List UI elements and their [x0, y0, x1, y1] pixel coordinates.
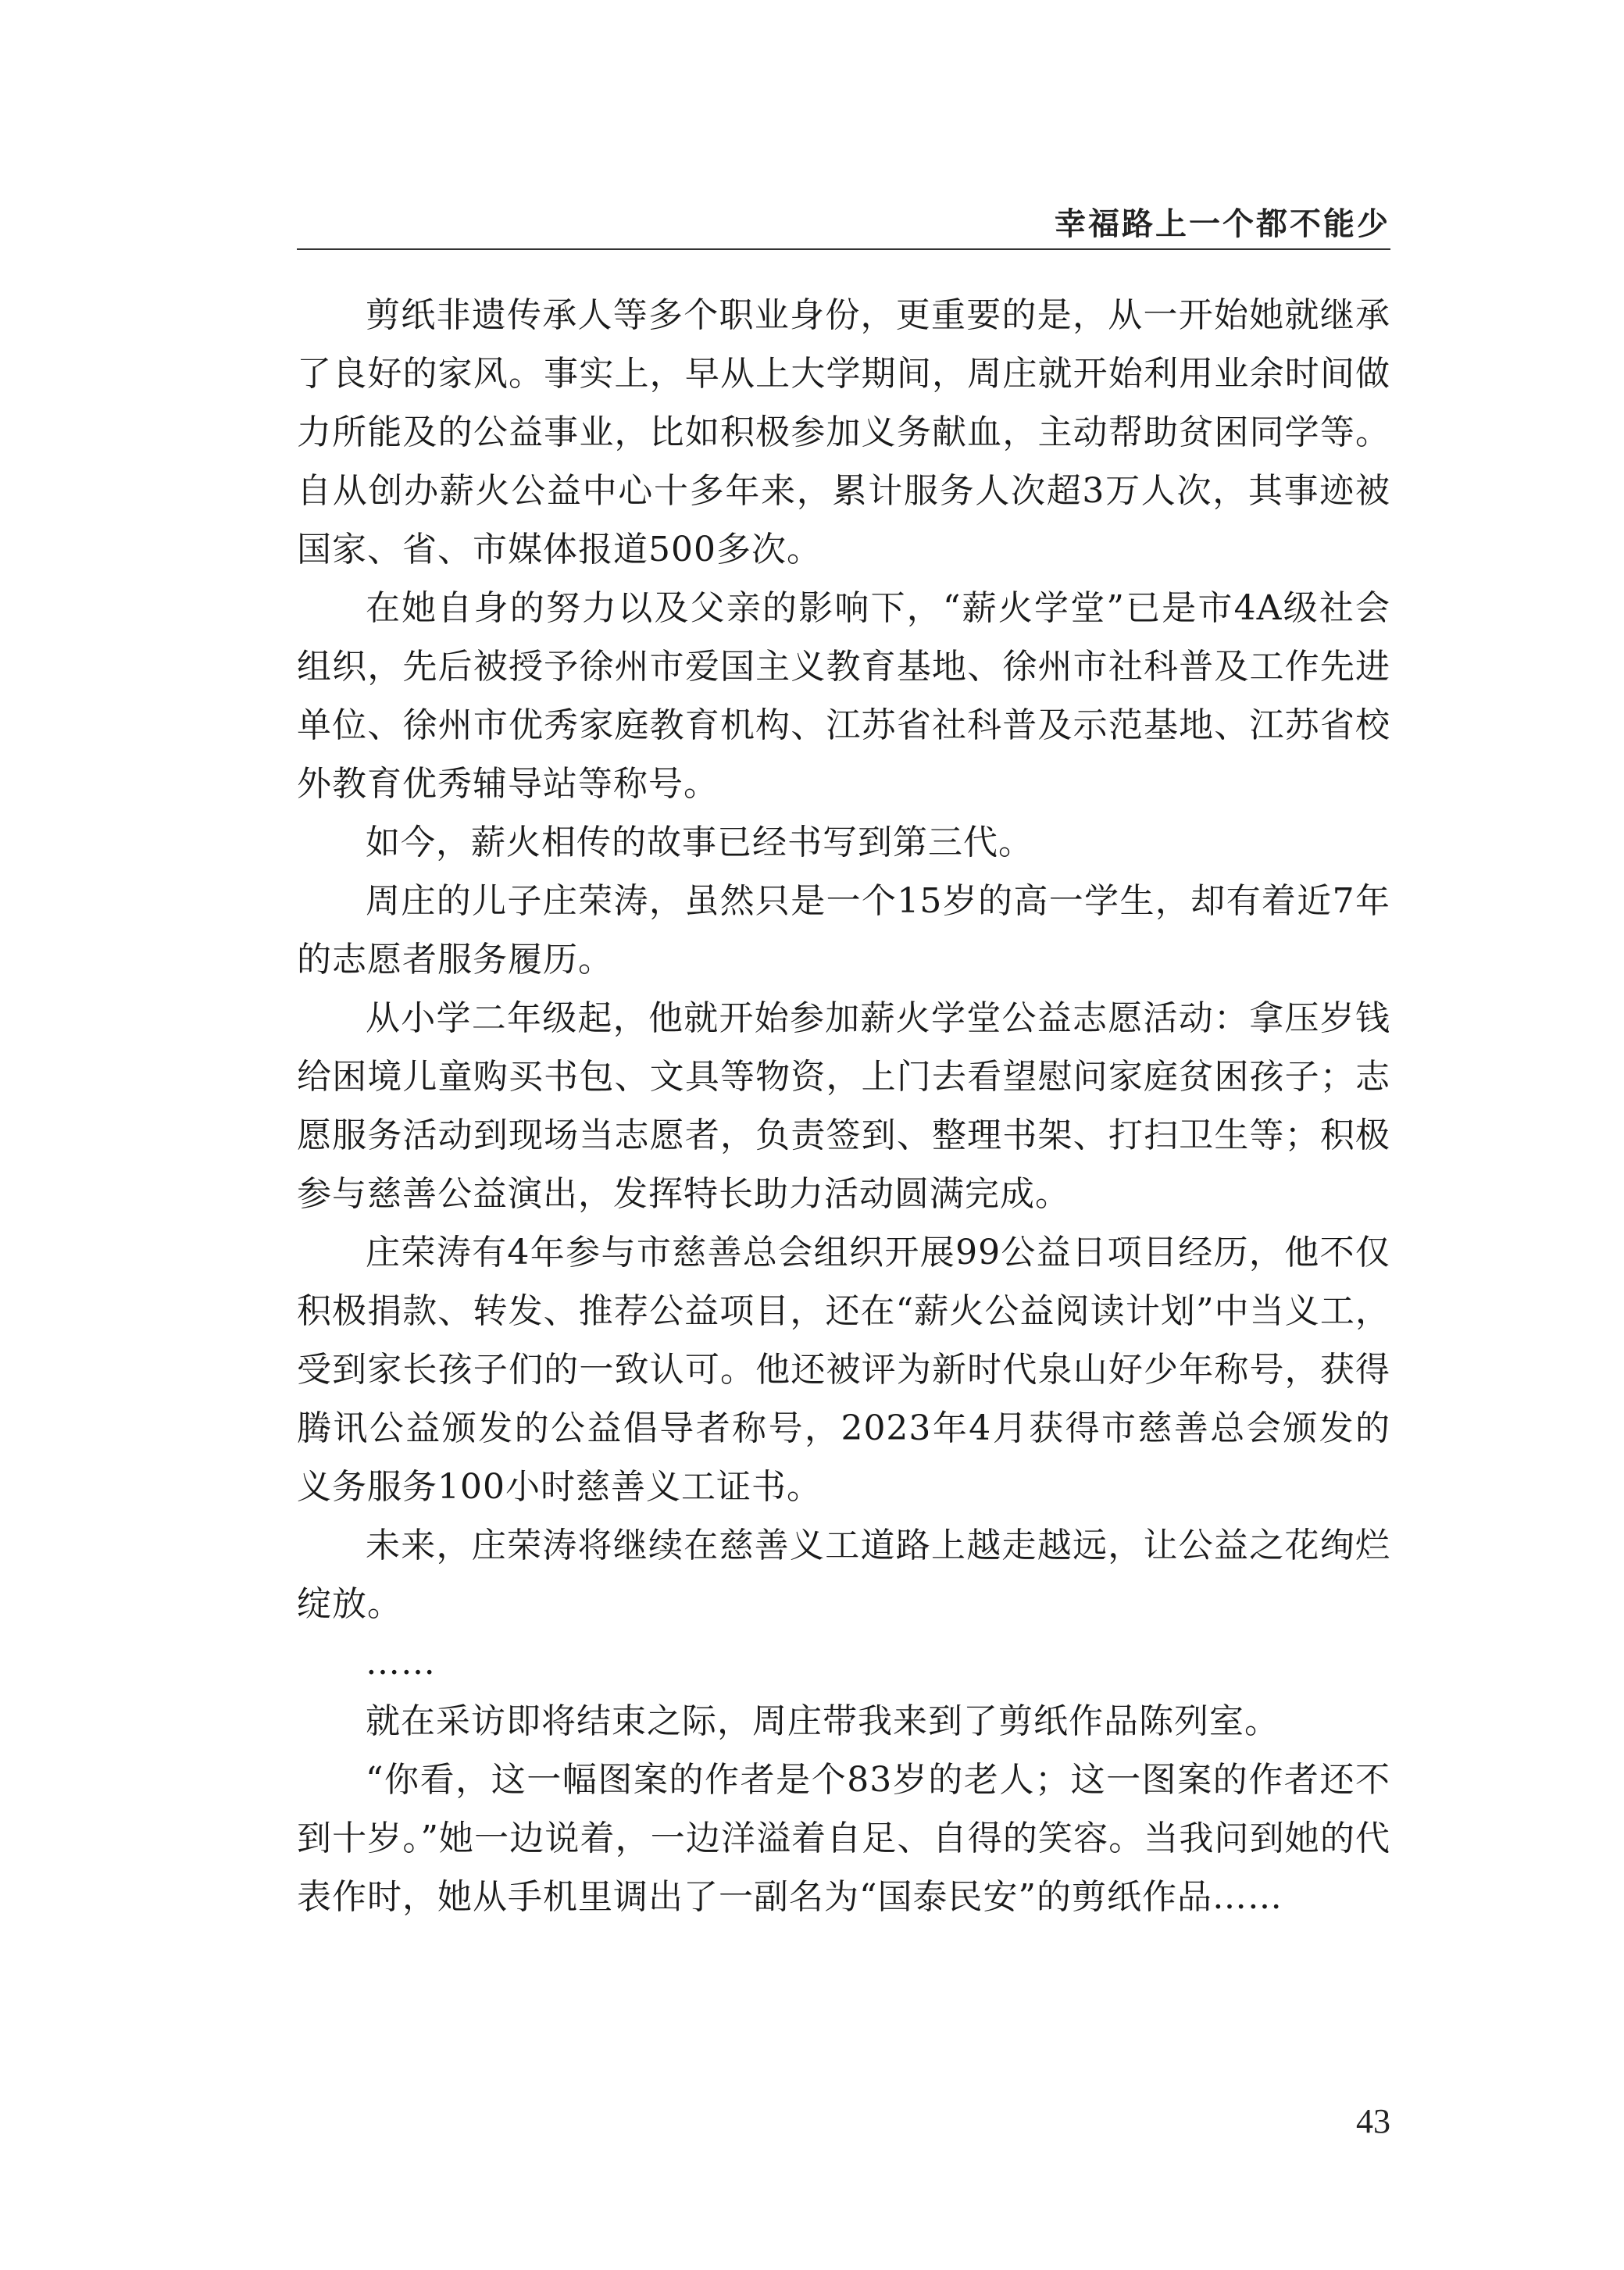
paragraph: 庄荣涛有4年参与市慈善总会组织开展99公益日项目经历，他不仅积极捐款、转发、推荐公益项目，还在“薪火公益阅读计划”中当义工，受到家长孩子们的一致认可。他还被评为新时代泉山好少年称号，获得腾讯公益颁发的公益倡导者称号，2023年4月获得市慈善总会颁发的义务服务100小时慈善义工证书。: [297, 1233, 1390, 1507]
paragraph: 在她自身的努力以及父亲的影响下，“薪火学堂”已是市4A级社会组织，先后被授予徐州市爱国主义教育基地、徐州市社科普及工作先进单位、徐州市优秀家庭教育机构、江苏省社科普及示范基地、江苏省校外教育优秀辅导站等称号。: [297, 588, 1390, 804]
paragraph: 剪纸非遗传承人等多个职业身份，更重要的是，从一开始她就继承了良好的家风。事实上，早从上大学期间，周庄就开始利用业余时间做力所能及的公益事业，比如积极参加义务献血，主动帮助贫困同学等。自从创办薪火公益中心十多年来，累计服务人次超3万人次，其事迹被国家、省、市媒体报道500多次。: [297, 295, 1390, 569]
paragraph: “你看，这一幅图案的作者是个83岁的老人；这一图案的作者还不到十岁。”她一边说着，一边洋溢着自足、自得的笑容。当我问到她的代表作时，她从手机里调出了一副名为“国泰民安”的剪纸作品……: [297, 1760, 1390, 1917]
paragraph: 如今，薪火相传的故事已经书写到第三代。: [366, 823, 1033, 862]
body-text: [297, 286, 1390, 1926]
ellipsis-line: ……: [366, 1643, 436, 1683]
paragraph: 就在采访即将结束之际，周庄带我来到了剪纸作品陈列室。: [366, 1701, 1280, 1741]
paragraph: 周庄的儿子庄荣涛，虽然只是一个15岁的高一学生，却有着近7年的志愿者服务履历。: [297, 881, 1390, 980]
running-header-title: 幸福路上一个都不能少: [1055, 206, 1390, 242]
paragraph: 从小学二年级起，他就开始参加薪火学堂公益志愿活动：拿压岁钱给困境儿童购买书包、文具等物资，上门去看望慰问家庭贫困孩子；志愿服务活动到现场当志愿者，负责签到、整理书架、打扫卫生等；积极参与慈善公益演出，发挥特长助力活动圆满完成。: [297, 998, 1390, 1214]
page-number: 43: [1356, 2102, 1390, 2140]
paragraph: 未来，庄荣涛将继续在慈善义工道路上越走越远，让公益之花绚烂绽放。: [297, 1526, 1390, 1624]
header-divider: [297, 248, 1390, 250]
